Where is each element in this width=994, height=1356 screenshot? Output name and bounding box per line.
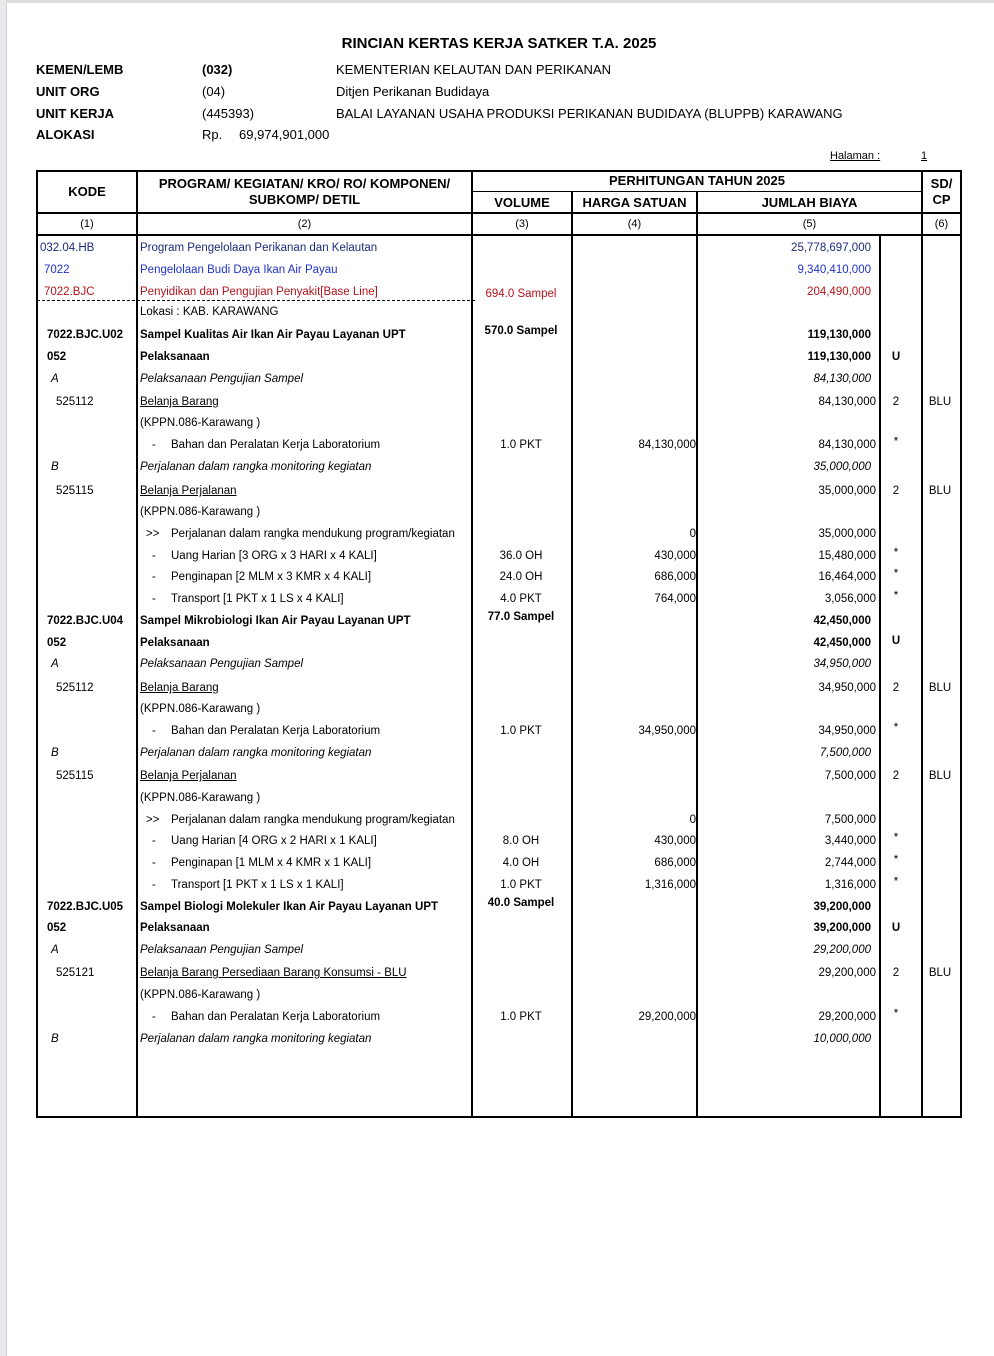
row-bullet: - bbox=[152, 835, 156, 847]
row-sd: * bbox=[893, 547, 899, 559]
table-row bbox=[0, 547, 994, 565]
table-row bbox=[0, 525, 994, 543]
row-kode: 052 bbox=[47, 351, 67, 363]
row-volume: 77.0 Sampel bbox=[487, 611, 555, 623]
row-program: Pelaksanaan bbox=[140, 637, 210, 649]
row-bullet: - bbox=[152, 857, 156, 869]
table-row bbox=[0, 393, 994, 411]
row-bullet: - bbox=[152, 550, 156, 562]
row-sd: * bbox=[893, 722, 899, 734]
table-row bbox=[0, 964, 994, 982]
table-row bbox=[0, 789, 994, 807]
row-jumlah: 42,450,000 bbox=[813, 637, 871, 649]
row-harga: 1,316,000 bbox=[644, 879, 696, 891]
kemen-code: (032) bbox=[202, 62, 233, 77]
table-row bbox=[0, 1030, 994, 1048]
row-cp: BLU bbox=[928, 770, 952, 782]
row-sd: U bbox=[891, 351, 901, 363]
row-program: Perjalanan dalam rangka monitoring kegiatan bbox=[140, 747, 372, 759]
table-row bbox=[0, 568, 994, 586]
row-kode: 032.04.HB bbox=[40, 242, 95, 254]
table-bottom-border bbox=[36, 1116, 962, 1118]
table-row bbox=[0, 348, 994, 366]
row-volume: 4.0 PKT bbox=[500, 593, 542, 605]
row-volume: 24.0 OH bbox=[499, 571, 543, 583]
table-row bbox=[0, 655, 994, 673]
halaman-label: Halaman : bbox=[830, 150, 881, 162]
separator-dashed bbox=[37, 300, 475, 301]
colnum-5: (5) bbox=[802, 218, 817, 230]
alokasi-label: ALOKASI bbox=[36, 127, 95, 142]
row-sd: * bbox=[893, 568, 899, 580]
row-sd: 2 bbox=[892, 396, 900, 408]
row-cp: BLU bbox=[928, 682, 952, 694]
row-jumlah: 7,500,000 bbox=[824, 814, 876, 826]
row-jumlah: 35,000,000 bbox=[813, 461, 871, 473]
row-detail: Bahan dan Peralatan Kerja Laboratorium bbox=[171, 439, 381, 451]
table-row bbox=[0, 986, 994, 1004]
row-cp: BLU bbox=[928, 485, 952, 497]
row-kode: 7022 bbox=[44, 264, 70, 276]
header-volume: VOLUME bbox=[494, 195, 550, 210]
row-jumlah: 34,950,000 bbox=[818, 725, 876, 737]
row-harga: 0 bbox=[689, 814, 696, 826]
row-sd: * bbox=[893, 436, 899, 448]
row-program: Perjalanan dalam rangka monitoring kegiatan bbox=[140, 1033, 372, 1045]
table-row bbox=[0, 700, 994, 718]
row-sd: U bbox=[891, 922, 901, 934]
row-program: Belanja Perjalanan bbox=[140, 485, 237, 497]
table-row bbox=[0, 744, 994, 762]
table-row bbox=[0, 326, 994, 344]
row-program: Belanja Barang bbox=[140, 682, 219, 694]
row-program: Pelaksanaan Pengujian Sampel bbox=[140, 658, 304, 670]
row-jumlah: 29,200,000 bbox=[818, 1011, 876, 1023]
row-harga: 0 bbox=[689, 528, 696, 540]
row-jumlah: 3,440,000 bbox=[824, 835, 876, 847]
row-detail: Bahan dan Peralatan Kerja Laboratorium bbox=[171, 1011, 381, 1023]
header-jumlah-biaya: JUMLAH BIAYA bbox=[761, 195, 858, 210]
row-program: Perjalanan dalam rangka monitoring kegiatan bbox=[140, 461, 372, 473]
table-row bbox=[0, 239, 994, 257]
document-title: RINCIAN KERTAS KERJA SATKER T.A. 2025 bbox=[341, 35, 657, 52]
row-sd: 2 bbox=[892, 967, 900, 979]
header-perhitungan: PERHITUNGAN TAHUN 2025 bbox=[608, 173, 785, 188]
row-kode: 7022.BJC bbox=[44, 286, 95, 298]
row-sd: * bbox=[893, 832, 899, 844]
row-kode: 7022.BJC.U02 bbox=[47, 329, 124, 341]
row-program: (KPPN.086-Karawang ) bbox=[140, 792, 261, 804]
table-row bbox=[0, 1008, 994, 1026]
table-row bbox=[0, 436, 994, 454]
row-kode: B bbox=[51, 1033, 59, 1045]
unit-kerja-name: BALAI LAYANAN USAHA PRODUKSI PERIKANAN BUDIDAYA (BLUPPB) KARAWANG bbox=[336, 106, 843, 121]
row-kode: 525121 bbox=[56, 967, 95, 979]
row-detail: Transport [1 PKT x 1 LS x 1 KALI] bbox=[171, 879, 344, 891]
row-kode: A bbox=[51, 658, 59, 670]
row-kode: 525115 bbox=[56, 770, 94, 782]
row-program: (KPPN.086-Karawang ) bbox=[140, 506, 261, 518]
row-bullet: - bbox=[152, 439, 156, 451]
table-top-border bbox=[36, 170, 962, 172]
row-harga: 430,000 bbox=[654, 835, 696, 847]
row-bullet: >> bbox=[146, 814, 160, 826]
row-detail: Uang Harian [4 ORG x 2 HARI x 1 KALI] bbox=[171, 835, 377, 847]
row-program: Pelaksanaan Pengujian Sampel bbox=[140, 373, 304, 385]
row-harga: 430,000 bbox=[654, 550, 696, 562]
table-row bbox=[0, 303, 994, 321]
row-lokasi: Lokasi : KAB. KARAWANG bbox=[140, 306, 279, 318]
table-row bbox=[0, 414, 994, 432]
row-program: (KPPN.086-Karawang ) bbox=[140, 703, 261, 715]
row-jumlah: 2,744,000 bbox=[824, 857, 876, 869]
unit-org-label: UNIT ORG bbox=[36, 84, 100, 99]
table-row bbox=[0, 722, 994, 740]
window-left-edge bbox=[0, 0, 7, 1356]
row-program: Penyidikan dan Pengujian Penyakit[Base Line] bbox=[140, 286, 378, 298]
row-jumlah: 15,480,000 bbox=[818, 550, 876, 562]
row-jumlah: 34,950,000 bbox=[818, 682, 876, 694]
row-volume: 1.0 PKT bbox=[500, 439, 542, 451]
table-row bbox=[0, 941, 994, 959]
row-jumlah: 29,200,000 bbox=[813, 944, 871, 956]
row-jumlah: 16,464,000 bbox=[818, 571, 876, 583]
halaman-number: 1 bbox=[921, 150, 928, 162]
unit-org-name: Ditjen Perikanan Budidaya bbox=[336, 84, 490, 99]
table-row bbox=[0, 876, 994, 894]
row-jumlah: 1,316,000 bbox=[824, 879, 876, 891]
row-jumlah: 35,000,000 bbox=[818, 485, 876, 497]
row-sd: 2 bbox=[892, 682, 900, 694]
row-jumlah: 3,056,000 bbox=[824, 593, 876, 605]
row-sd: * bbox=[893, 876, 899, 888]
table-row bbox=[0, 458, 994, 476]
row-program: Pelaksanaan Pengujian Sampel bbox=[140, 944, 304, 956]
table-row bbox=[0, 919, 994, 937]
row-jumlah: 84,130,000 bbox=[813, 373, 871, 385]
colnum-2: (2) bbox=[297, 218, 312, 230]
row-jumlah: 119,130,000 bbox=[807, 329, 871, 341]
row-detail: Penginapan [1 MLM x 4 KMR x 1 KALI] bbox=[171, 857, 372, 869]
table-row bbox=[0, 590, 994, 608]
row-sd: 2 bbox=[892, 770, 900, 782]
row-sd: * bbox=[893, 1008, 899, 1020]
row-harga: 686,000 bbox=[654, 571, 696, 583]
row-jumlah: 35,000,000 bbox=[818, 528, 876, 540]
row-program: Sampel Mikrobiologi Ikan Air Payau Layanan UPT bbox=[140, 615, 411, 627]
window-top-edge bbox=[0, 0, 994, 3]
column-number-border bbox=[36, 234, 962, 236]
row-harga: 34,950,000 bbox=[638, 725, 696, 737]
row-volume: 4.0 OH bbox=[502, 857, 540, 869]
row-sd: 2 bbox=[892, 485, 900, 497]
row-kode: 7022.BJC.U05 bbox=[47, 901, 124, 913]
alokasi-value: 69,974,901,000 bbox=[239, 127, 330, 142]
row-detail: Perjalanan dalam rangka mendukung program/kegiatan bbox=[171, 528, 455, 540]
row-program: Pelaksanaan bbox=[140, 351, 210, 363]
colnum-1: (1) bbox=[80, 218, 94, 230]
row-bullet: - bbox=[152, 593, 156, 605]
colnum-4: (4) bbox=[627, 218, 642, 230]
row-cp: BLU bbox=[928, 967, 952, 979]
row-program: Sampel Kualitas Air Ikan Air Payau Layanan UPT bbox=[140, 329, 406, 341]
row-harga: 84,130,000 bbox=[638, 439, 696, 451]
colnum-3: (3) bbox=[515, 218, 529, 230]
header-program-line2: SUBKOMP/ DETIL bbox=[248, 192, 361, 207]
table-row bbox=[0, 832, 994, 850]
table-row bbox=[0, 811, 994, 829]
row-kode: 525112 bbox=[56, 682, 94, 694]
header-cp: CP bbox=[932, 192, 951, 207]
row-jumlah: 9,340,410,000 bbox=[797, 264, 871, 276]
row-detail: Bahan dan Peralatan Kerja Laboratorium bbox=[171, 725, 381, 737]
row-jumlah: 84,130,000 bbox=[818, 396, 876, 408]
header-bottom-border bbox=[36, 212, 962, 214]
row-jumlah: 119,130,000 bbox=[807, 351, 871, 363]
unit-org-code: (04) bbox=[202, 84, 226, 99]
row-jumlah: 39,200,000 bbox=[813, 901, 871, 913]
row-volume: 8.0 OH bbox=[502, 835, 540, 847]
row-program: Belanja Barang bbox=[140, 396, 219, 408]
unit-kerja-label: UNIT KERJA bbox=[36, 106, 115, 121]
row-sd: U bbox=[891, 635, 901, 647]
row-kode: B bbox=[51, 461, 59, 473]
colnum-6: (6) bbox=[934, 218, 949, 230]
row-volume: 1.0 PKT bbox=[500, 1011, 542, 1023]
table-row bbox=[0, 482, 994, 500]
table-row bbox=[0, 898, 994, 916]
row-program: Pelaksanaan bbox=[140, 922, 210, 934]
kemen-label: KEMEN/LEMB bbox=[36, 62, 124, 77]
row-bullet: - bbox=[152, 571, 156, 583]
table-row bbox=[0, 854, 994, 872]
row-program: Belanja Barang Persediaan Barang Konsumsi - BLU bbox=[140, 967, 407, 979]
row-jumlah: 34,950,000 bbox=[813, 658, 871, 670]
row-volume: 694.0 Sampel bbox=[485, 288, 557, 300]
row-bullet: - bbox=[152, 1011, 156, 1023]
table-row bbox=[0, 634, 994, 652]
row-jumlah: 39,200,000 bbox=[813, 922, 871, 934]
row-harga: 686,000 bbox=[654, 857, 696, 869]
row-detail: Transport [1 PKT x 1 LS x 4 KALI] bbox=[171, 593, 344, 605]
header-program-line1: PROGRAM/ KEGIATAN/ KRO/ RO/ KOMPONEN/ bbox=[158, 176, 451, 191]
row-harga: 29,200,000 bbox=[638, 1011, 696, 1023]
row-volume: 570.0 Sampel bbox=[484, 325, 558, 337]
row-volume: 1.0 PKT bbox=[500, 879, 542, 891]
table-row bbox=[0, 679, 994, 697]
row-jumlah: 42,450,000 bbox=[813, 615, 871, 627]
row-bullet: >> bbox=[146, 528, 160, 540]
row-program: Sampel Biologi Molekuler Ikan Air Payau Layanan UPT bbox=[140, 901, 439, 913]
row-jumlah: 29,200,000 bbox=[818, 967, 876, 979]
row-kode: B bbox=[51, 747, 59, 759]
row-jumlah: 10,000,000 bbox=[813, 1033, 871, 1045]
table-row bbox=[0, 503, 994, 521]
row-bullet: - bbox=[152, 879, 156, 891]
row-detail: Uang Harian [3 ORG x 3 HARI x 4 KALI] bbox=[171, 550, 377, 562]
row-jumlah: 7,500,000 bbox=[824, 770, 876, 782]
kemen-name: KEMENTERIAN KELAUTAN DAN PERIKANAN bbox=[336, 62, 611, 77]
row-detail: Penginapan [2 MLM x 3 KMR x 4 KALI] bbox=[171, 571, 372, 583]
row-jumlah: 204,490,000 bbox=[807, 286, 871, 298]
row-kode: A bbox=[51, 944, 59, 956]
row-bullet: - bbox=[152, 725, 156, 737]
row-detail: Perjalanan dalam rangka mendukung program/kegiatan bbox=[171, 814, 455, 826]
row-kode: 525112 bbox=[56, 396, 94, 408]
row-program: Program Pengelolaan Perikanan dan Kelautan bbox=[140, 242, 378, 254]
row-program: (KPPN.086-Karawang ) bbox=[140, 989, 261, 1001]
row-kode: 052 bbox=[47, 637, 67, 649]
row-jumlah: 25,778,697,000 bbox=[791, 242, 871, 254]
header-harga-satuan: HARGA SATUAN bbox=[582, 195, 687, 210]
row-program: Pengelolaan Budi Daya Ikan Air Payau bbox=[140, 264, 338, 276]
row-program: Belanja Perjalanan bbox=[140, 770, 237, 782]
row-volume: 1.0 PKT bbox=[500, 725, 542, 737]
row-kode: 525115 bbox=[56, 485, 94, 497]
row-kode: 052 bbox=[47, 922, 67, 934]
row-jumlah: 84,130,000 bbox=[818, 439, 876, 451]
row-harga: 764,000 bbox=[654, 593, 696, 605]
table-row bbox=[0, 261, 994, 279]
row-sd: * bbox=[893, 854, 899, 866]
table-row bbox=[0, 370, 994, 388]
row-kode: A bbox=[51, 373, 59, 385]
row-program: (KPPN.086-Karawang ) bbox=[140, 417, 261, 429]
table-row bbox=[0, 767, 994, 785]
row-jumlah: 7,500,000 bbox=[819, 747, 871, 759]
row-volume: 40.0 Sampel bbox=[487, 897, 555, 909]
row-cp: BLU bbox=[928, 396, 952, 408]
table-row bbox=[0, 612, 994, 630]
header-sd: SD/ bbox=[930, 176, 953, 191]
header-kode: KODE bbox=[68, 184, 106, 199]
alokasi-currency: Rp. bbox=[202, 127, 223, 142]
unit-kerja-code: (445393) bbox=[202, 106, 255, 121]
row-kode: 7022.BJC.U04 bbox=[47, 615, 124, 627]
row-volume: 36.0 OH bbox=[499, 550, 543, 562]
row-sd: * bbox=[893, 590, 899, 602]
table-row bbox=[0, 283, 994, 301]
